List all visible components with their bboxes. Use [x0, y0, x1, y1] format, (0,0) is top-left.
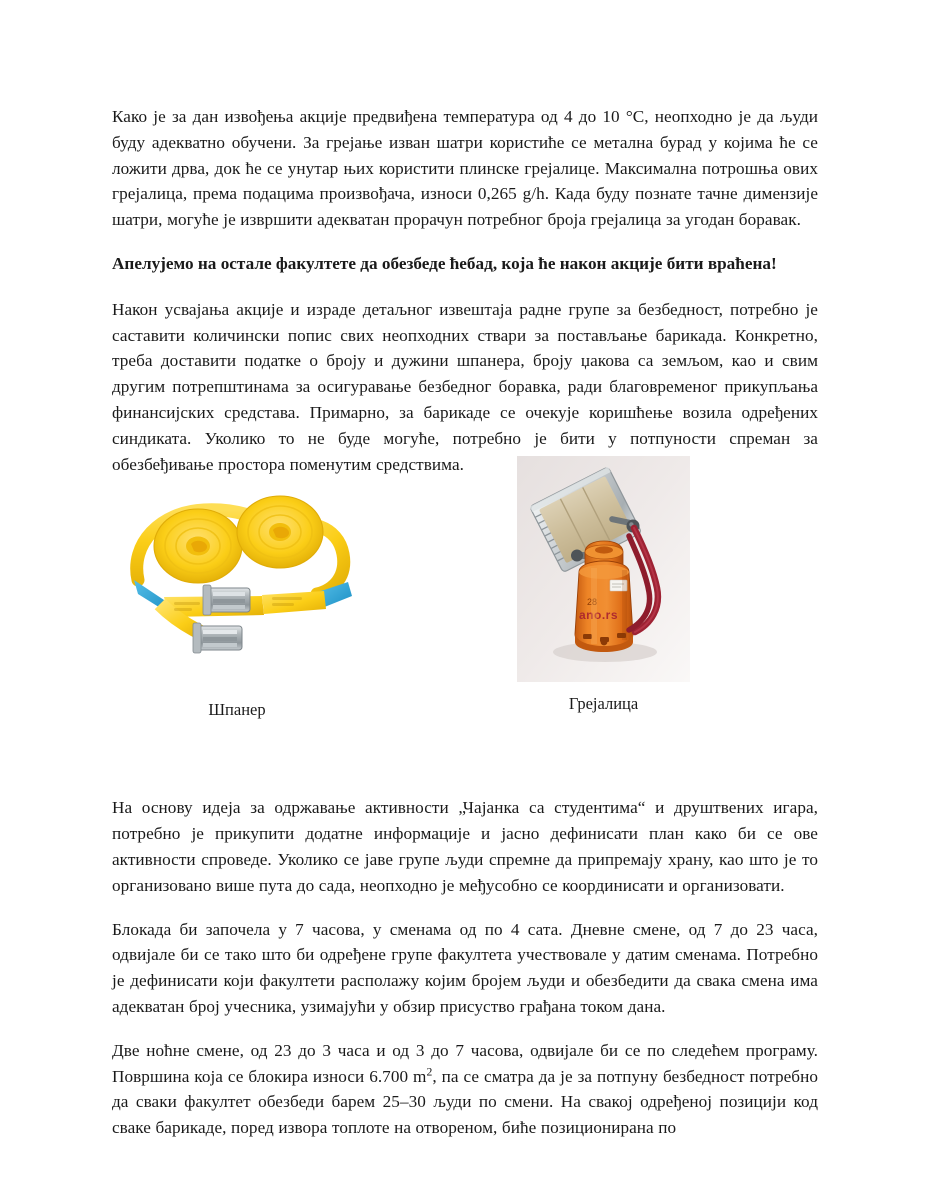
document-content [112, 104, 818, 1159]
figure-gas-heater [517, 456, 747, 714]
paragraph-tea-party-activities: На основу идеја за одржавање активности „Чајанка са студентима“ и друштвених игара, потребно је прикупити додатне информације и јасно дефинисати план како би се ове активности спроведе. Уколико се јаве групе људи спремне да припремају храну, као што је то организовано више пута до сада, неопходно је међусобно се координисати и организовати. [112, 798, 818, 895]
figure-caption-gas-heater: Грејалица [568, 694, 639, 713]
figure-ratchet-strap [112, 484, 362, 720]
night-shift-text-part1: Две ноћне смене, од 23 до 3 часа и од 3 до 7 часова, одвијале би се по следећем програму. Површина која се блокира износи 6.700 m [112, 1040, 818, 1086]
square-meter-exponent: 2 [426, 1064, 433, 1078]
figure-row [112, 456, 818, 736]
bottle-number: 28 [587, 597, 598, 607]
image-gas-heater [517, 456, 690, 682]
strap-buckle [203, 585, 250, 615]
paragraph-blockade-shifts: Блокада би започела у 7 часова, у сменама од по 4 сата. Дневне смене, од 7 до 23 часа, одвијале би се тако што би одређене групе факултета учествовале у датим сменама. Потребно је дефинисати који факултети располажу којим бројем људи и обезбедити да свака смена има адекватан број учесника, узимајући у обзир присуство грађана током дана. [112, 919, 818, 1016]
image-ratchet-strap [112, 484, 362, 654]
strap-buckle-secondary [193, 623, 242, 653]
paragraph-inventory-barricades: Након усвајања акције и израде детаљног извештаја радне групе за безбедност, потребно је саставити количински попис свих неопходних ствари за постављање барикада. Конкретно, треба доставити податке о броју и дужини шпанера, броју џакова са земљом, као и свим другим потрепштинама за осигуравање безбедног боравка, ради благовременог прикупљања финансијских средстава. Примарно, за барикаде се очекује коришћење возила одређених синдиката. Уколико то не буде могуће, потребно је бити у потпуности спреман за обезбеђивање простора поменутим средствима. [112, 299, 818, 474]
svg-text:ano.rs: ano.rs [579, 608, 619, 622]
paragraph-temperature-heating: Како је за дан извођења акције предвиђена температура од 4 до 10 °C, неопходно је да људи буду адекватно обучени. За грејање изван шатри користиће се метална бурад у којима ће се ложити дрва, док ће се унутар њих користити плинске грејалице. Максимална потрошња ових грејалица, према подацима произвођача, износи 0,265 g/h. Када буду познате тачне димензије шатри, могуће је извршити адекватан прорачун потребног броја грејалица за угодан боравак. [112, 107, 818, 230]
night-shift-text-part2: , па се сматра да је за потпуну безбедност потребно да сваки факултет обезбеди барем 25–30 људи по смени. На свакој одређеној позицији код сваке барикаде, поред извора топлоте на отвореном, биће позиционирана по [112, 1066, 818, 1138]
figure-caption-ratchet-strap: Шпанер [208, 700, 266, 719]
paragraph-appeal-blankets: Апелујемо на остале факултете да обезбеде ћебад, која ће након акције бити враћена! [112, 253, 777, 273]
gas-heater-illustration [517, 456, 690, 682]
paragraph-night-shifts-area [112, 1038, 818, 1141]
ratchet-strap-illustration [112, 484, 362, 654]
